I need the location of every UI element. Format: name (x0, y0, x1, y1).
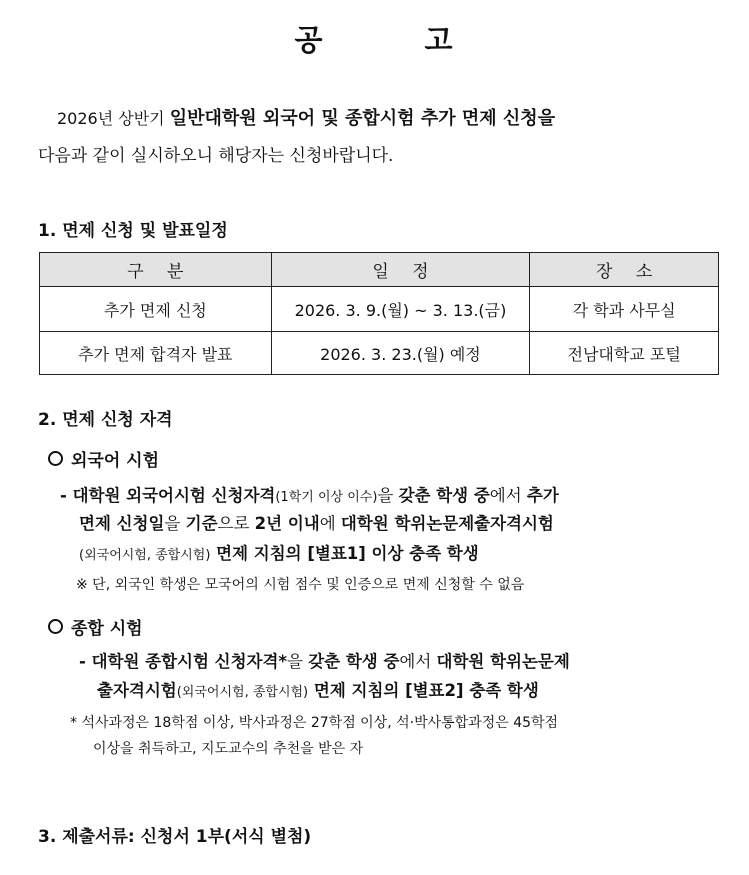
section3-heading: 3. 제출서류: 신청서 1부(서식 별첨) (38, 827, 312, 847)
table-cell: 추가 면제 신청 (40, 287, 272, 332)
table-header-schedule: 일 정 (271, 253, 530, 287)
foreign-note: ※ 단, 외국인 학생은 모국어의 시험 점수 및 인증으로 면제 신청할 수 없음 (76, 577, 525, 593)
circle-bullet-icon (48, 451, 63, 466)
schedule-table (39, 252, 719, 375)
foreign-line-1: - 대학원 외국어시험 신청자격(1학기 이상 이수)을 갖춘 학생 중에서 추가 (60, 486, 559, 505)
foreign-line-2: 면제 신청일을 기준으로 2년 이내에 대학원 학위논문제출자격시험 (79, 514, 554, 533)
intro-line-1: 2026년 상반기 일반대학원 외국어 및 종합시험 추가 면제 신청을 (57, 108, 556, 129)
intro-line-2: 다음과 같이 실시하오니 해당자는 신청바랍니다. (38, 146, 394, 166)
foreign-exam-heading: 외국어 시험 (48, 446, 159, 471)
intro-emphasis: 일반대학원 외국어 및 종합시험 추가 면제 신청 (169, 108, 538, 129)
comprehensive-line-1: - 대학원 종합시험 신청자격*을 갖춘 학생 중에서 대학원 학위논문제 (79, 652, 570, 671)
section2-heading: 2. 면제 신청 자격 (38, 410, 173, 430)
comprehensive-line-2: 출자격시험(외국어시험, 종합시험) 면제 지침의 [별표2] 충족 학생 (97, 681, 539, 700)
table-cell: 2026. 3. 23.(월) 예정 (271, 332, 530, 375)
table-row (40, 287, 719, 332)
comprehensive-note-2: 이상을 취득하고, 지도교수의 추천을 받은 자 (93, 741, 364, 757)
table-header-place: 장 소 (530, 253, 719, 287)
table-cell: 추가 면제 합격자 발표 (40, 332, 272, 375)
comprehensive-note-1: * 석사과정은 18학점 이상, 박사과정은 27학점 이상, 석·박사통합과정은 45학점 (70, 715, 559, 731)
foreign-line-3: (외국어시험, 종합시험) 면제 지침의 [별표1] 이상 충족 학생 (79, 544, 479, 563)
comprehensive-exam-heading: 종합 시험 (48, 614, 143, 639)
table-cell: 각 학과 사무실 (530, 287, 719, 332)
table-header-category: 구 분 (40, 253, 272, 287)
circle-bullet-icon (48, 619, 63, 634)
section1-heading: 1. 면제 신청 및 발표일정 (38, 221, 228, 241)
page-title: 공 고 (294, 23, 455, 57)
table-row (40, 332, 719, 375)
table-cell: 전남대학교 포털 (530, 332, 719, 375)
table-cell: 2026. 3. 9.(월) ~ 3. 13.(금) (271, 287, 530, 332)
